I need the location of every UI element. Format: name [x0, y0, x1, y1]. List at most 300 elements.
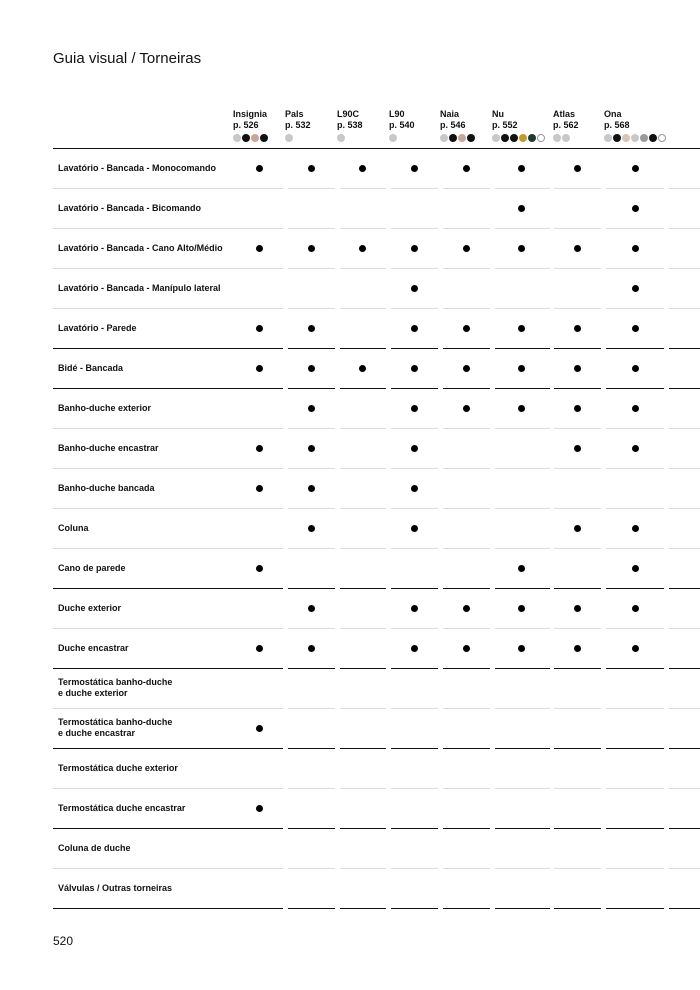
cell-divider [236, 228, 283, 229]
cell-divider [288, 908, 335, 909]
cell-divider [340, 548, 386, 549]
cell-divider [340, 268, 386, 269]
cell-divider [606, 348, 664, 349]
cell-divider [391, 668, 438, 669]
cell-divider [554, 708, 601, 709]
availability-dot [632, 165, 639, 172]
cell-divider [495, 468, 550, 469]
availability-dot [632, 325, 639, 332]
availability-dot [308, 165, 315, 172]
cell-divider [443, 788, 490, 789]
page-number: 520 [53, 934, 74, 948]
availability-dot [574, 365, 581, 372]
finish-swatch [242, 134, 250, 142]
availability-dot [518, 605, 525, 612]
cell-divider [606, 628, 664, 629]
cell-divider [554, 308, 601, 309]
cell-divider [495, 388, 550, 389]
cell-divider [669, 788, 700, 789]
finish-swatch [613, 134, 621, 142]
availability-dot [574, 645, 581, 652]
availability-dot [411, 525, 418, 532]
finish-swatch [562, 134, 570, 142]
row-divider [53, 388, 236, 389]
cell-divider [236, 348, 283, 349]
row-divider [53, 588, 236, 589]
cell-divider [288, 628, 335, 629]
cell-divider [288, 468, 335, 469]
availability-dot [574, 605, 581, 612]
finish-swatches [285, 134, 293, 142]
row-label: Coluna [58, 523, 89, 533]
cell-divider [443, 748, 490, 749]
cell-divider [443, 588, 490, 589]
cell-divider [495, 748, 550, 749]
availability-dot [308, 245, 315, 252]
finish-swatch [537, 134, 545, 142]
cell-divider [391, 228, 438, 229]
row-label: Duche encastrar [58, 643, 129, 653]
cell-divider [606, 908, 664, 909]
availability-dot [359, 245, 366, 252]
row-divider [53, 708, 236, 709]
row-divider [53, 508, 236, 509]
finish-swatches [604, 134, 666, 142]
cell-divider [236, 468, 283, 469]
cell-divider [554, 548, 601, 549]
availability-dot [518, 245, 525, 252]
availability-dot [518, 565, 525, 572]
row-label: Válvulas / Outras torneiras [58, 883, 173, 893]
cell-divider [495, 908, 550, 909]
cell-divider [443, 468, 490, 469]
availability-dot [256, 325, 263, 332]
cell-divider [340, 788, 386, 789]
cell-divider [495, 228, 550, 229]
cell-divider [495, 428, 550, 429]
cell-divider [669, 268, 700, 269]
row-divider [53, 348, 236, 349]
cell-divider [391, 188, 438, 189]
cell-divider [554, 228, 601, 229]
cell-divider [340, 708, 386, 709]
availability-dot [632, 205, 639, 212]
cell-divider [495, 788, 550, 789]
column-header-naia [440, 109, 466, 131]
column-name: Insignia [233, 109, 268, 119]
cell-divider [606, 788, 664, 789]
availability-dot [256, 725, 263, 732]
finish-swatches [233, 134, 268, 142]
availability-dot [463, 325, 470, 332]
availability-dot [256, 445, 263, 452]
cell-divider [391, 468, 438, 469]
column-name: Atlas [553, 109, 576, 119]
cell-divider [288, 428, 335, 429]
cell-divider [391, 548, 438, 549]
cell-divider [669, 348, 700, 349]
cell-divider [554, 748, 601, 749]
cell-divider [340, 388, 386, 389]
availability-dot [359, 365, 366, 372]
cell-divider [443, 428, 490, 429]
cell-divider [236, 548, 283, 549]
finish-swatch [510, 134, 518, 142]
cell-divider [288, 708, 335, 709]
column-page-ref: p. 552 [492, 120, 518, 130]
availability-dot [574, 165, 581, 172]
cell-divider [606, 468, 664, 469]
availability-dot [632, 365, 639, 372]
cell-divider [606, 548, 664, 549]
cell-divider [495, 708, 550, 709]
row-label: Termostática banho-duche e duche exterior [58, 677, 173, 698]
finish-swatch [553, 134, 561, 142]
cell-divider [340, 428, 386, 429]
row-label: Lavatório - Parede [58, 323, 137, 333]
finish-swatches [389, 134, 397, 142]
cell-divider [236, 748, 283, 749]
cell-divider [340, 908, 386, 909]
availability-dot [411, 445, 418, 452]
cell-divider [443, 708, 490, 709]
row-divider [53, 828, 236, 829]
cell-divider [606, 508, 664, 509]
row-label: Termostática duche exterior [58, 763, 178, 773]
cell-divider [669, 508, 700, 509]
cell-divider [236, 308, 283, 309]
row-divider [53, 228, 236, 229]
finish-swatch [233, 134, 241, 142]
column-page-ref: p. 526 [233, 120, 259, 130]
column-header-l90 [389, 109, 415, 131]
cell-divider [443, 868, 490, 869]
cell-divider [288, 788, 335, 789]
cell-divider [236, 588, 283, 589]
availability-dot [256, 245, 263, 252]
cell-divider [554, 428, 601, 429]
availability-dot [411, 645, 418, 652]
availability-dot [308, 645, 315, 652]
finish-swatch [467, 134, 475, 142]
cell-divider [443, 268, 490, 269]
availability-dot [411, 325, 418, 332]
availability-dot [463, 645, 470, 652]
availability-dot [632, 565, 639, 572]
cell-divider [391, 588, 438, 589]
finish-swatches [440, 134, 475, 142]
cell-divider [340, 308, 386, 309]
cell-divider [554, 388, 601, 389]
cell-divider [391, 788, 438, 789]
cell-divider [340, 508, 386, 509]
availability-dot [518, 365, 525, 372]
availability-dot [411, 165, 418, 172]
cell-divider [669, 868, 700, 869]
availability-dot [411, 245, 418, 252]
cell-divider [288, 828, 335, 829]
cell-divider [391, 388, 438, 389]
row-divider [53, 868, 236, 869]
availability-dot [411, 485, 418, 492]
cell-divider [669, 708, 700, 709]
cell-divider [443, 908, 490, 909]
availability-dot [256, 365, 263, 372]
cell-divider [554, 468, 601, 469]
cell-divider [606, 388, 664, 389]
cell-divider [340, 868, 386, 869]
finish-swatch [285, 134, 293, 142]
cell-divider [288, 188, 335, 189]
availability-dot [463, 245, 470, 252]
cell-divider [391, 828, 438, 829]
cell-divider [495, 828, 550, 829]
column-header-ona [604, 109, 630, 131]
cell-divider [669, 388, 700, 389]
cell-divider [288, 868, 335, 869]
finish-swatch [519, 134, 527, 142]
finish-swatch [337, 134, 345, 142]
finish-swatch [492, 134, 500, 142]
cell-divider [554, 788, 601, 789]
cell-divider [606, 588, 664, 589]
availability-dot [411, 365, 418, 372]
cell-divider [554, 588, 601, 589]
cell-divider [288, 668, 335, 669]
cell-divider [669, 548, 700, 549]
availability-dot [463, 165, 470, 172]
availability-dot [632, 445, 639, 452]
finish-swatch [389, 134, 397, 142]
cell-divider [236, 828, 283, 829]
cell-divider [669, 588, 700, 589]
availability-dot [256, 565, 263, 572]
cell-divider [554, 828, 601, 829]
availability-dot [256, 485, 263, 492]
cell-divider [554, 868, 601, 869]
row-label: Banho-duche bancada [58, 483, 155, 493]
cell-divider [236, 428, 283, 429]
availability-dot [632, 645, 639, 652]
cell-divider [236, 868, 283, 869]
cell-divider [495, 868, 550, 869]
cell-divider [288, 228, 335, 229]
cell-divider [236, 188, 283, 189]
cell-divider [236, 708, 283, 709]
finish-swatch [658, 134, 666, 142]
row-divider [53, 748, 236, 749]
availability-dot [632, 525, 639, 532]
finish-swatch [604, 134, 612, 142]
availability-dot [518, 405, 525, 412]
availability-dot [574, 405, 581, 412]
cell-divider [288, 748, 335, 749]
cell-divider [391, 908, 438, 909]
cell-divider [554, 508, 601, 509]
cell-divider [236, 788, 283, 789]
column-page-ref: p. 540 [389, 120, 415, 130]
row-divider [53, 468, 236, 469]
cell-divider [340, 628, 386, 629]
cell-divider [288, 268, 335, 269]
column-name: L90C [337, 109, 360, 119]
availability-dot [256, 805, 263, 812]
cell-divider [669, 188, 700, 189]
row-divider [53, 668, 236, 669]
cell-divider [391, 308, 438, 309]
availability-dot [574, 445, 581, 452]
column-name: Pals [285, 109, 304, 119]
cell-divider [288, 508, 335, 509]
column-header-nu [492, 109, 518, 131]
cell-divider [606, 868, 664, 869]
row-divider [53, 788, 236, 789]
cell-divider [443, 348, 490, 349]
finish-swatch [260, 134, 268, 142]
row-divider [53, 628, 236, 629]
availability-dot [632, 245, 639, 252]
cell-divider [669, 428, 700, 429]
cell-divider [288, 548, 335, 549]
availability-dot [411, 405, 418, 412]
cell-divider [495, 548, 550, 549]
cell-divider [443, 548, 490, 549]
availability-dot [518, 645, 525, 652]
availability-dot [308, 365, 315, 372]
row-label: Bidé - Bancada [58, 363, 124, 373]
availability-dot [308, 525, 315, 532]
cell-divider [340, 188, 386, 189]
row-label: Termostática duche encastrar [58, 803, 186, 813]
availability-dot [632, 405, 639, 412]
cell-divider [606, 668, 664, 669]
column-name: Ona [604, 109, 622, 119]
cell-divider [669, 668, 700, 669]
row-divider [53, 268, 236, 269]
cell-divider [391, 708, 438, 709]
row-divider [53, 908, 236, 909]
cell-divider [443, 308, 490, 309]
row-label: Duche exterior [58, 603, 122, 613]
availability-dot [518, 165, 525, 172]
cell-divider [236, 268, 283, 269]
row-divider [53, 308, 236, 309]
row-label: Lavatório - Bancada - Manípulo lateral [58, 283, 221, 293]
cell-divider [495, 588, 550, 589]
column-page-ref: p. 546 [440, 120, 466, 130]
availability-dot [574, 325, 581, 332]
availability-dot [411, 285, 418, 292]
cell-divider [495, 628, 550, 629]
cell-divider [669, 228, 700, 229]
column-page-ref: p. 532 [285, 120, 311, 130]
cell-divider [443, 508, 490, 509]
finish-swatches [553, 134, 570, 142]
availability-dot [574, 525, 581, 532]
finish-swatch [649, 134, 657, 142]
finish-swatch [251, 134, 259, 142]
cell-divider [340, 828, 386, 829]
cell-divider [391, 348, 438, 349]
availability-dot [632, 605, 639, 612]
row-label: Cano de parede [58, 563, 126, 573]
finish-swatch [501, 134, 509, 142]
cell-divider [288, 308, 335, 309]
cell-divider [391, 748, 438, 749]
cell-divider [606, 428, 664, 429]
cell-divider [288, 348, 335, 349]
cell-divider [236, 508, 283, 509]
cell-divider [340, 748, 386, 749]
cell-divider [391, 508, 438, 509]
column-header-pals [285, 109, 311, 131]
column-page-ref: p. 562 [553, 120, 579, 130]
cell-divider [606, 188, 664, 189]
finish-swatches [337, 134, 345, 142]
cell-divider [340, 588, 386, 589]
availability-dot [411, 605, 418, 612]
cell-divider [288, 588, 335, 589]
availability-dot [463, 365, 470, 372]
cell-divider [443, 228, 490, 229]
finish-swatch [449, 134, 457, 142]
cell-divider [554, 348, 601, 349]
cell-divider [554, 908, 601, 909]
cell-divider [340, 668, 386, 669]
cell-divider [669, 828, 700, 829]
availability-dot [632, 285, 639, 292]
availability-dot [463, 605, 470, 612]
column-header-insignia [233, 109, 267, 131]
finish-swatch [631, 134, 639, 142]
cell-divider [669, 748, 700, 749]
column-name: Nu [492, 109, 504, 119]
cell-divider [236, 628, 283, 629]
cell-divider [495, 348, 550, 349]
cell-divider [495, 668, 550, 669]
finish-swatch [528, 134, 536, 142]
finish-swatch [622, 134, 630, 142]
row-label: Lavatório - Bancada - Monocomando [58, 163, 217, 173]
page-title: Guia visual / Torneiras [53, 50, 202, 67]
cell-divider [340, 468, 386, 469]
row-label: Lavatório - Bancada - Cano Alto/Médio [58, 243, 223, 253]
cell-divider [495, 508, 550, 509]
column-page-ref: p. 568 [604, 120, 630, 130]
cell-divider [495, 188, 550, 189]
availability-dot [463, 405, 470, 412]
cell-divider [340, 348, 386, 349]
column-header-l90c [337, 109, 363, 131]
row-label: Banho-duche encastrar [58, 443, 159, 453]
row-label: Banho-duche exterior [58, 403, 152, 413]
availability-dot [308, 325, 315, 332]
cell-divider [606, 268, 664, 269]
cell-divider [236, 668, 283, 669]
cell-divider [236, 388, 283, 389]
cell-divider [391, 868, 438, 869]
availability-dot [518, 325, 525, 332]
finish-swatch [440, 134, 448, 142]
availability-dot [308, 485, 315, 492]
cell-divider [391, 628, 438, 629]
cell-divider [606, 708, 664, 709]
availability-dot [308, 605, 315, 612]
cell-divider [606, 308, 664, 309]
cell-divider [443, 828, 490, 829]
cell-divider [606, 748, 664, 749]
cell-divider [554, 628, 601, 629]
